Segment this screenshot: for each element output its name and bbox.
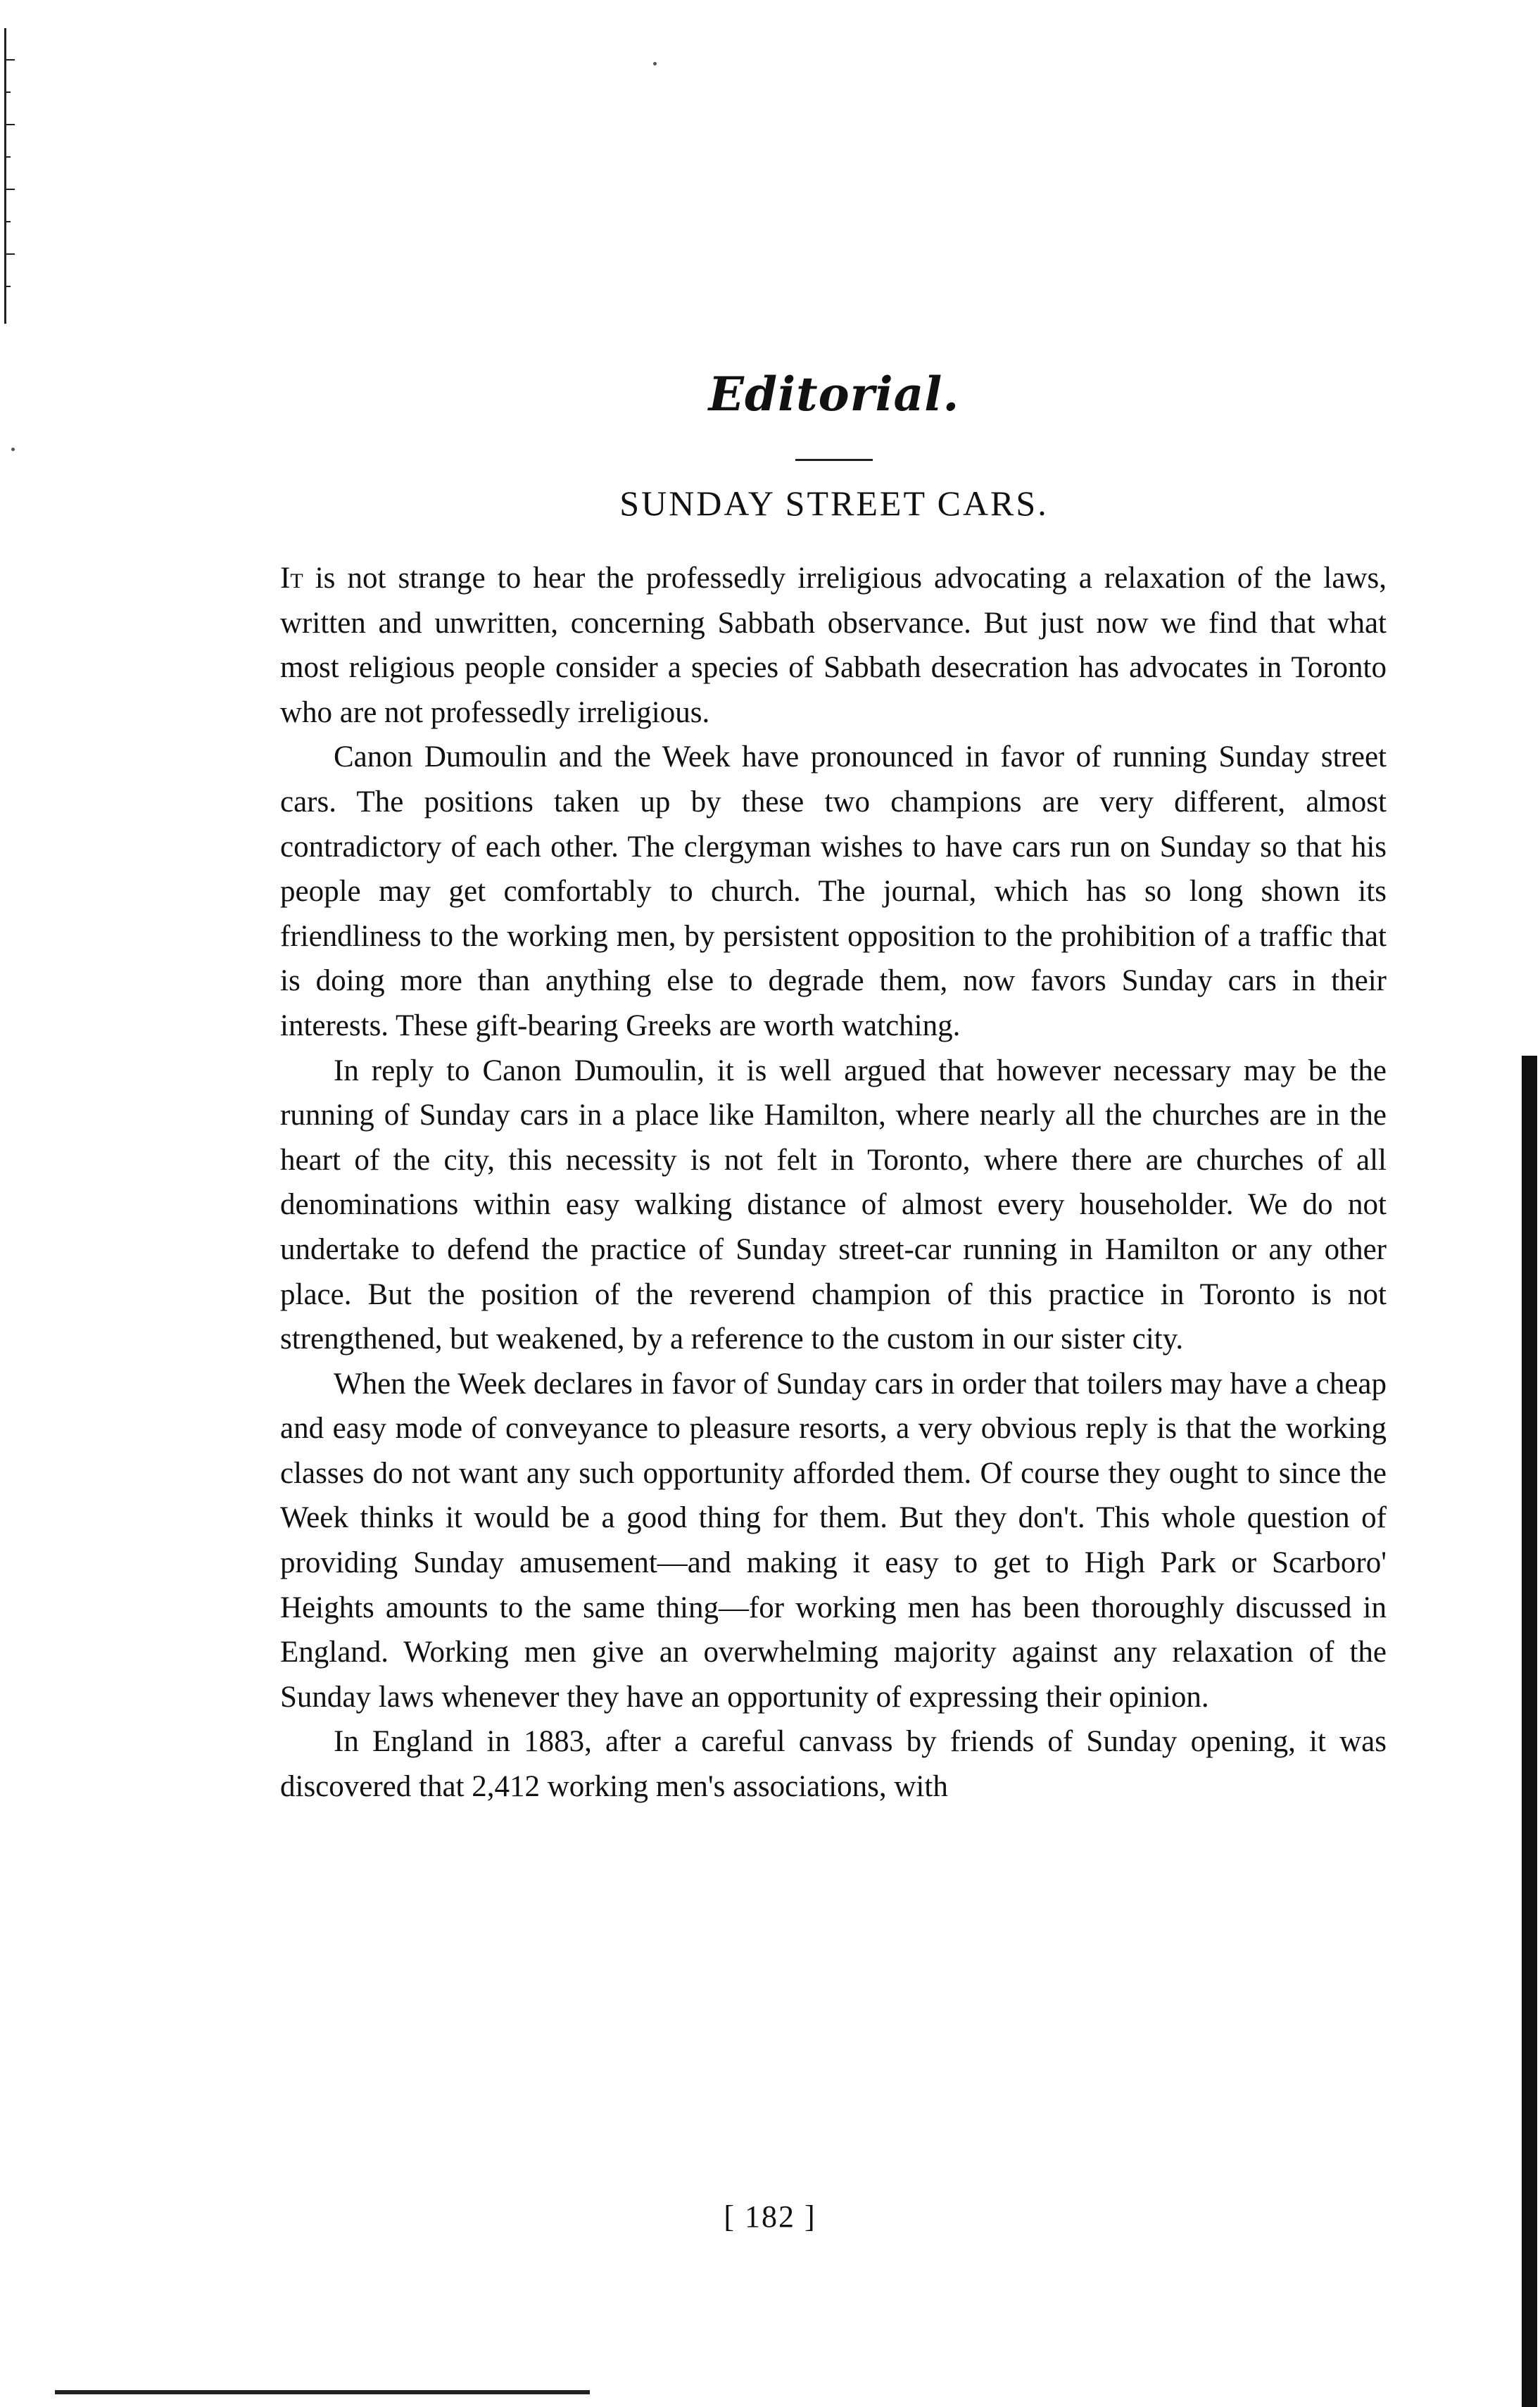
scan-speck: [653, 62, 657, 65]
paragraph: In reply to Canon Dumoulin, it is well argued that however necessary may be the running of Sunday cars in a place like Hamilton, where nearly all the churches are in the heart of the city, this necessity is not felt in Toronto, where there are churches of all denominations within easy walking distance of almost every householder. We do not undertake to defend the practice of Sunday street-car running in Hamilton or any other place. But the position of the reverend champion of this practice in Toronto is not strengthened, but weakened, by a reference to the custom in our sister city.: [280, 1054, 1387, 1356]
title-rule: [795, 459, 873, 461]
paragraph: Canon Dumoulin and the Week have pronounced in favor of running Sunday street cars. The positions taken up by these two champions are very different, almost contradictory of each other. The clergyman wishes to have cars run on Sunday so that his people may get comfortably to church. The journal, which has so long shown its friendliness to the working men, by persistent opposition to the prohibition of a traffic that is doing more than anything else to degrade them, now favors Sunday cars in their interests. These gift-bearing Greeks are worth watching.: [280, 740, 1387, 1042]
paragraph-text: is not strange to hear the professedly irreligious advocating a relaxation of the laws, written and unwritten, concerning Sabbath observance. But just now we find that what most religious people consider a species of Sabbath desecration has advocates in Toronto who are not professedly irreligious.: [280, 562, 1387, 729]
scan-speck: [11, 448, 15, 451]
article-body: [280, 556, 1387, 1809]
paragraph: In England in 1883, after a careful canvass by friends of Sunday opening, it was discovered that 2,412 working men's associations, with: [280, 1725, 1387, 1804]
heading-block: [274, 366, 1394, 524]
page-number: [ 182 ]: [724, 2199, 816, 2234]
article-title: SUNDAY STREET CARS.: [619, 484, 1049, 523]
scan-edge-marks: [4, 28, 18, 324]
paragraph: When the Week declares in favor of Sunday cars in order that toilers may have a cheap and easy mode of conveyance to pleasure resorts, a very obvious reply is that the working classes do not want any such opportunity afforded them. Of course they ought to since the Week thinks it would be a good thing for them. But they don't. This whole question of providing Sunday amusement—and making it easy to get to High Park or Scarboro' Heights amounts to the same thing—for working men has been thoroughly discussed in England. Working men give an overwhelming majority against any relaxation of the Sunday laws whenever they have an opportunity of expressing their opinion.: [280, 1367, 1387, 1714]
paragraph: [280, 556, 1387, 735]
paragraph-lead: It: [280, 562, 303, 595]
scan-bottom-rule: [55, 2390, 590, 2394]
section-title: Editorial.: [708, 367, 960, 422]
scan-right-edge-bar: [1522, 1056, 1537, 2407]
